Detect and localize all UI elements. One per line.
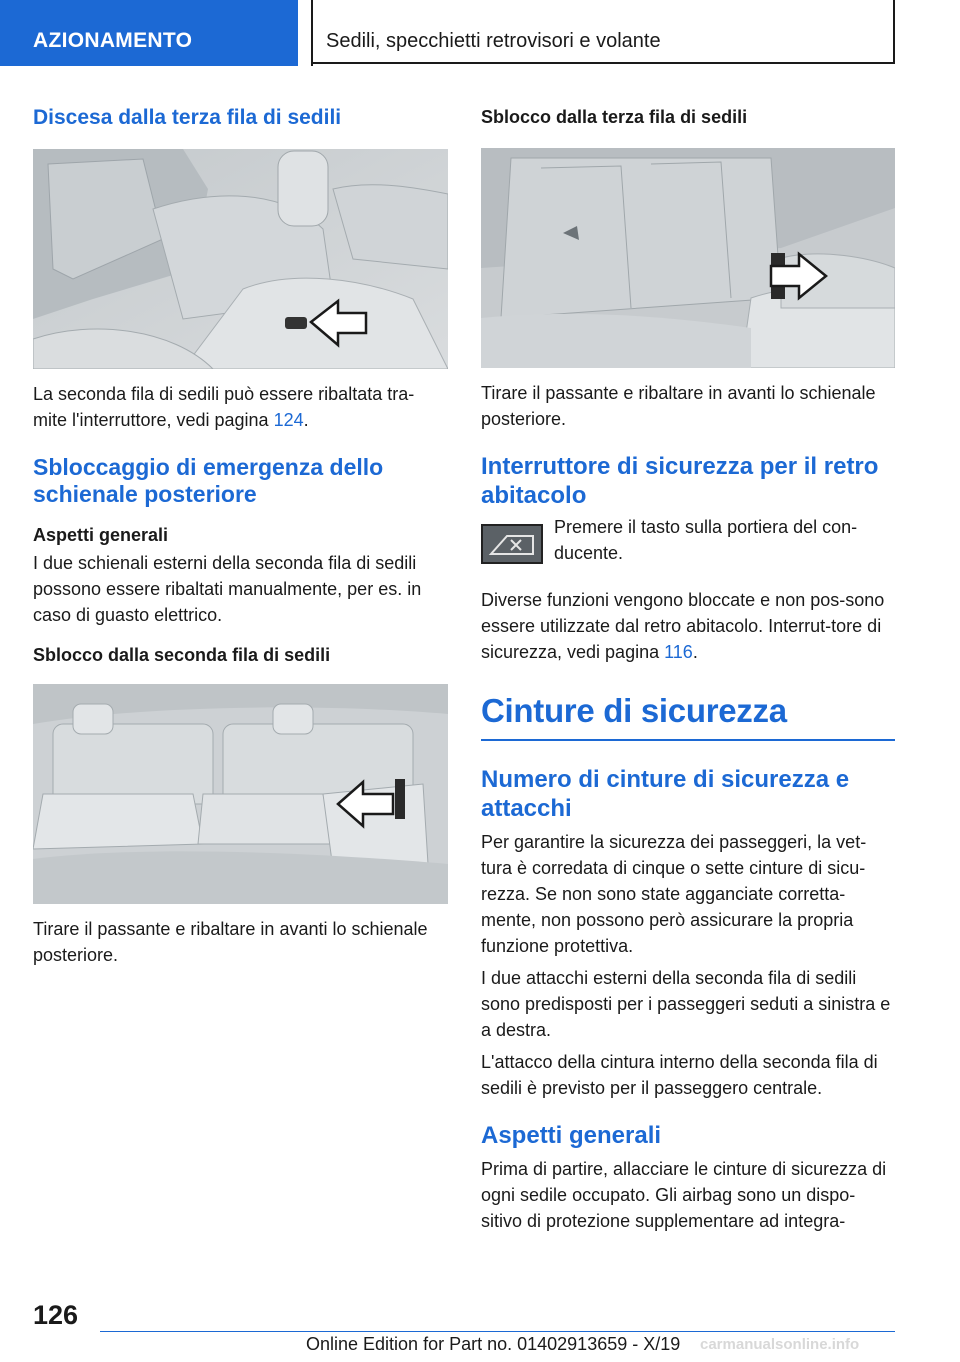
child-lock-window-icon [481,524,543,564]
left-column [33,100,448,968]
paragraph-outer-anchors: I due attacchi esterni della seconda fila di sedili sono predisposti per i passeggeri seduti a sinistra e a destra. [481,968,891,1040]
footer-rule [100,1331,895,1332]
paragraph-third-row-pull: Tirare il passante e ribaltare in avanti lo schienale posteriore. [481,383,876,429]
illustration-second-row-switch [33,149,448,369]
paragraph-functions-locked-text: Diverse funzioni vengono bloccate e non pos-sono essere utilizzate dal retro abitacolo. Interrut-tore di sicurezza, vedi pagina [481,590,885,662]
footer-edition: Online Edition for Part no. 01402913659 - X/19 [306,1334,681,1354]
chapter-tab: AZIONAMENTO [0,0,298,66]
paragraph-fasten-before-driving: Prima di partire, allacciare le cinture di sicurezza di ogni sedile occupato. Gli airbag sono un dispo-sitivo di protezione supplementare ad integra- [481,1159,887,1231]
subheading-second-row-release: Sblocco dalla seconda fila di sedili [33,645,331,665]
heading-third-row-exit: Discesa dalla terza fila di sedili [33,106,342,129]
paragraph-second-row-pull: Tirare il passante e ribaltare in avanti lo schienale posteriore. [33,919,428,965]
paragraph-second-row-tilt [33,381,448,433]
paragraph-inner-anchor: L'attacco della cintura interno della seconda fila di sedili è previsto per il passeggero centrale. [481,1052,878,1098]
page-link-116[interactable]: 116 [664,642,693,662]
heading-child-safety-switch: Interruttore di sicurezza per il retro abitacolo [481,453,879,509]
illustration-third-row-release [481,148,895,368]
paragraph-functions-locked-end: . [692,642,698,662]
page-number: 126 [33,1300,79,1330]
paragraph-general: I due schienali esterni della seconda fila di sedili possono essere ribaltati manualmente, per es. in caso di guasto elettrico. [33,553,422,625]
section-title: Sedili, specchietti retrovisori e volante [313,0,895,64]
car-interior-illustration-1 [33,149,448,369]
heading-general-aspects: Aspetti generali [481,1122,662,1149]
paragraph-functions-locked [481,587,895,665]
page-link-124[interactable]: 124 [273,410,304,430]
icon-row [481,517,895,572]
paragraph-second-row-tilt-text: La seconda fila di sedili può essere ribaltata tra-mite l'interruttore, vedi pagina [33,384,415,430]
car-interior-illustration-3 [481,148,895,368]
car-interior-illustration-2 [33,684,448,904]
paragraph-second-row-tilt-end: . [303,410,309,430]
subheading-third-row-release: Sblocco dalla terza fila di sedili [481,107,748,127]
heading-seatbelt-count: Numero di cinture di sicurezza e attacchi [481,766,850,822]
paragraph-seatbelt-count: Per garantire la sicurezza dei passeggeri, la vet-tura è corredata di cinque o sette cinture di sicu-rezza. Se non sono state agganciate corretta-mente, non possono però assicurare la propria funzione protettiva. [481,832,867,956]
heading-seatbelts-underline [481,739,895,741]
subheading-general: Aspetti generali [33,525,169,545]
heading-emergency-release: Sbloccaggio di emergenza dello schienale posteriore [33,454,384,507]
illustration-second-row-release [33,684,448,904]
right-column [481,100,895,1234]
paragraph-press-driver-button: Premere il tasto sulla portiera del con-ducente. [554,517,858,563]
watermark: carmanualsonline.info [700,1336,860,1353]
heading-seatbelts: Cinture di sicurezza [481,692,787,729]
